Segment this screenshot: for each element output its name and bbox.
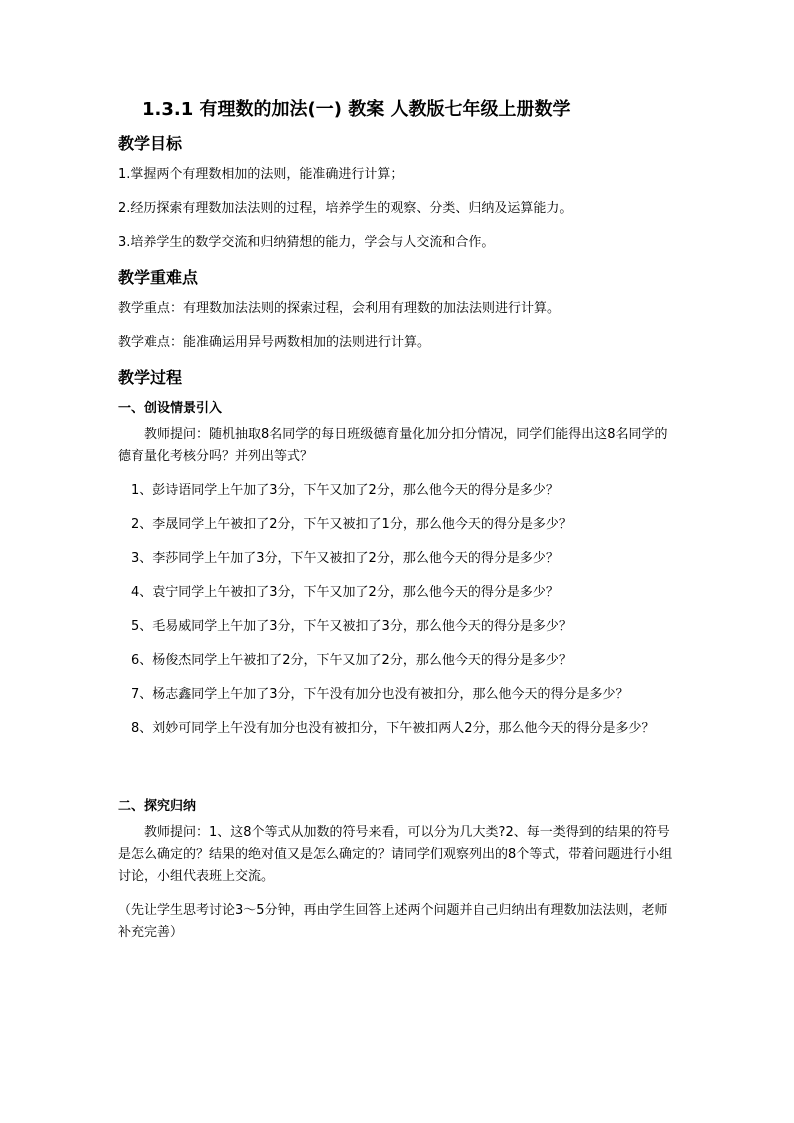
- question-5: 5、毛易威同学上午加了3分，下午又被扣了3分，那么他今天的得分是多少？: [131, 619, 572, 634]
- section1-intro: 教师提问：随机抽取8名同学的每日班级德育量化加分扣分情况，同学们能得出这8名同学的德育量化考核分吗？并列出等式？: [118, 427, 668, 464]
- question-8: 8、刘妙可同学上午没有加分也没有被扣分，下午被扣两人2分，那么他今天的得分是多少？: [131, 721, 655, 736]
- process-heading: 教学过程: [118, 368, 183, 387]
- objective-item-2: 2.经历探索有理数加法法则的过程，培养学生的观察、分类、归纳及运算能力。: [118, 201, 573, 216]
- question-4: 4、袁宁同学上午被扣了3分，下午又加了2分，那么他今天的得分是多少？: [131, 585, 559, 600]
- section2-note: （先让学生思考讨论3～5分钟，再由学生回答上述两个问题并自己归纳出有理数加法法则，老师补充完善）: [118, 903, 668, 940]
- objective-item-1: 1.掌握两个有理数相加的法则，能准确进行计算；: [118, 167, 404, 182]
- key-point-focus: 教学重点：有理数加法法则的探索过程，会利用有理数的加法法则进行计算。: [118, 301, 561, 316]
- question-3: 3、李莎同学上午加了3分，下午又被扣了2分，那么他今天的得分是多少？: [131, 551, 559, 566]
- objective-item-3: 3.培养学生的数学交流和归纳猜想的能力，学会与人交流和合作。: [118, 235, 495, 250]
- document-page: [118, 96, 676, 956]
- section-spacer: [118, 752, 676, 788]
- question-6: 6、杨俊杰同学上午被扣了2分，下午又加了2分，那么他今天的得分是多少？: [131, 653, 572, 668]
- section1-heading: 一、创设情景引入: [118, 401, 223, 416]
- question-7: 7、杨志鑫同学上午加了3分，下午没有加分也没有被扣分，那么他今天的得分是多少？: [131, 687, 629, 702]
- key-point-difficulty: 教学难点：能准确运用异号两数相加的法则进行计算。: [118, 335, 431, 350]
- objectives-heading: 教学目标: [118, 134, 183, 153]
- question-1: 1、彭诗语同学上午加了3分，下午又加了2分，那么他今天的得分是多少？: [131, 483, 559, 498]
- section2-intro: 教师提问：1、这8个等式从加数的符号来看，可以分为几大类?2、每一类得到的结果的符号是怎么确定的？结果的绝对值又是怎么确定的？请同学们观察列出的8个等式，带着问题进行小组讨论，小组代表班上交流。: [118, 825, 673, 884]
- document-title: 1.3.1 有理数的加法(一) 教案 人教版七年级上册数学: [142, 99, 571, 120]
- question-2: 2、李晟同学上午被扣了2分，下午又被扣了1分，那么他今天的得分是多少？: [131, 517, 572, 532]
- key-points-heading: 教学重难点: [118, 268, 199, 287]
- section2-heading: 二、探究归纳: [118, 799, 197, 814]
